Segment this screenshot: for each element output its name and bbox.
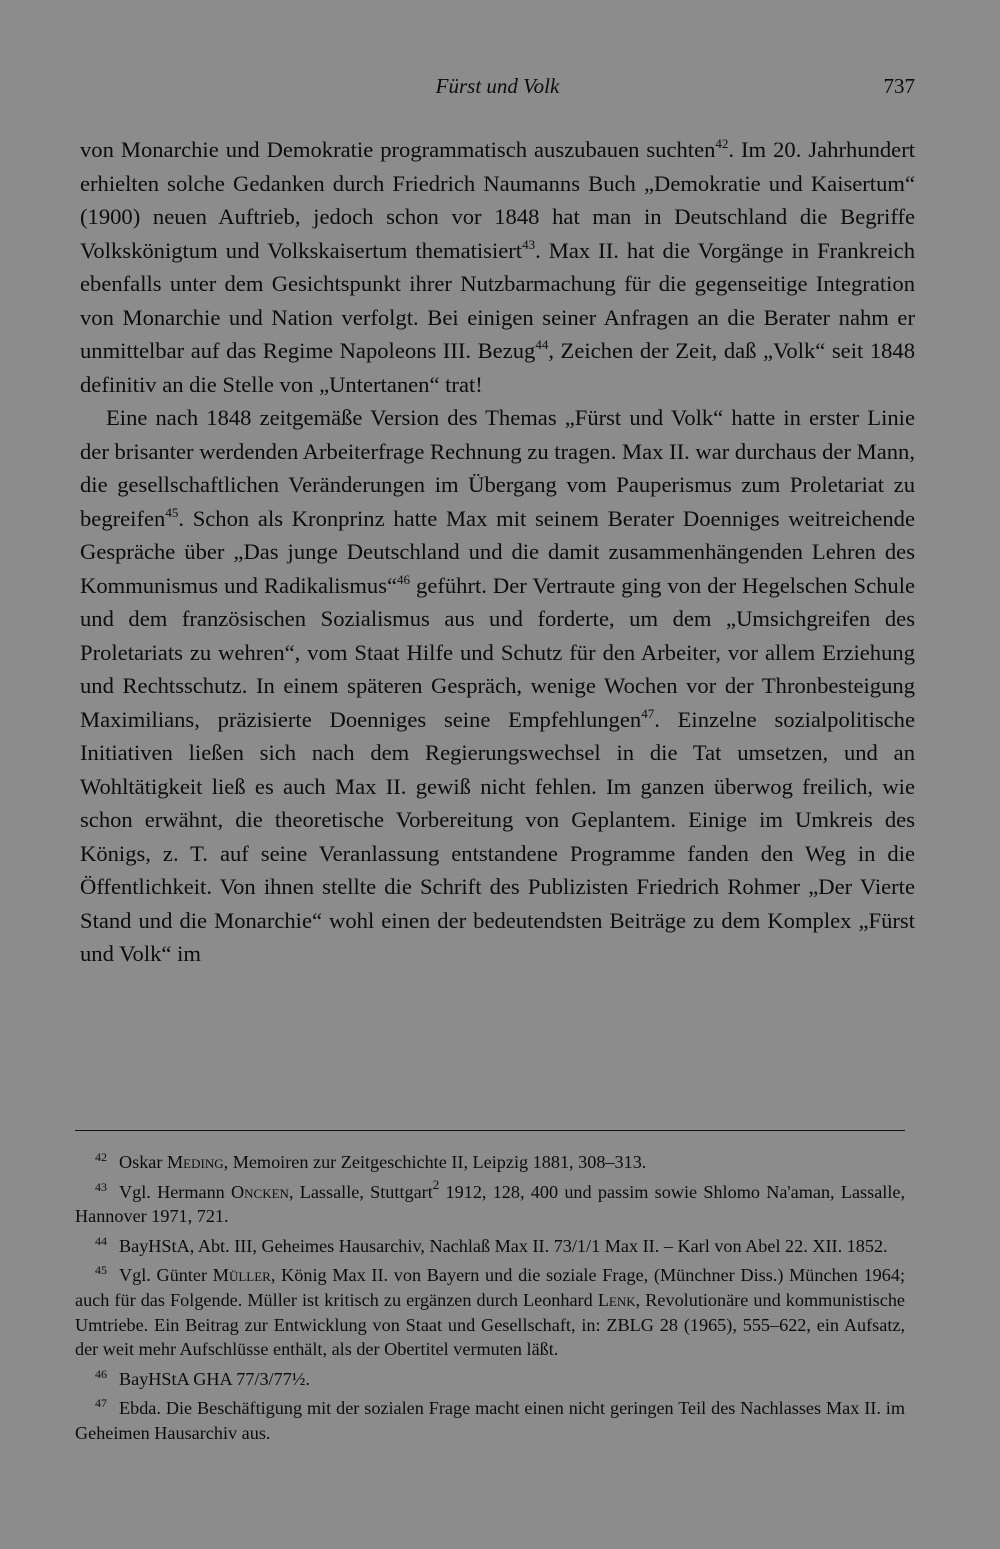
- footnote-ref[interactable]: 43: [522, 236, 536, 252]
- footnote-text: BayHStA GHA 77/3/77½.: [119, 1368, 310, 1389]
- footnote-text: Ebda. Die Beschäftigung mit der sozialen Frage macht einen nicht geringen Teil des Nachlasses Max II. im Geheimen Hausarchiv aus.: [75, 1398, 905, 1443]
- paragraph-text: von Monarchie und Demokratie programmatisch auszubauen suchten: [80, 137, 716, 162]
- footnote-ref[interactable]: 44: [535, 337, 549, 352]
- footnotes: [75, 1145, 905, 1446]
- footnote-text: BayHStA, Abt. III, Geheimes Hausarchiv, Nachlaß Max II. 73/1/1 Max II. – Karl von Abel 22. XII. 1852.: [119, 1235, 888, 1256]
- footnote-ref[interactable]: 47: [641, 705, 655, 721]
- footnote-text: Oskar: [119, 1152, 167, 1172]
- footnote-number: 46: [95, 1366, 107, 1381]
- footnote-47: [75, 1391, 905, 1445]
- footnote-text: , König Max II. von Bayern und die soziale Frage, (Münchner Diss.) München 1964; auch für das Folgende. Müller ist kritisch zu ergänzen durch Leonhard: [75, 1265, 905, 1310]
- footnote-43: [75, 1175, 905, 1229]
- paragraph-text: . Max II. hat die Vorgänge in Frankreich ebenfalls unter dem Gesichtspunkt ihrer Nutzbarmachung für die gegenseitige Integration von Monarchie und Nation verfolgt. Bei einigen seiner Anfragen an die Berater nahm er unmittelbar auf das Regime Napoleons III. Bezug: [80, 237, 915, 363]
- footnote-number: 47: [95, 1396, 107, 1411]
- footnote-text: , Memoiren zur Zeitgeschichte II, Leipzig 1881, 308–313.: [223, 1152, 647, 1172]
- author-name: Müller: [212, 1265, 271, 1286]
- footnote-number: 43: [95, 1179, 107, 1194]
- paragraph-1: [80, 133, 915, 401]
- edition-superscript: 2: [432, 1176, 440, 1192]
- footnote-divider: [75, 1130, 905, 1131]
- footnote-ref[interactable]: 42: [715, 136, 729, 151]
- footnote-number: 42: [95, 1150, 107, 1164]
- running-head-title: Fürst und Volk: [435, 74, 560, 98]
- footnote-number: 44: [95, 1233, 107, 1248]
- footnote-ref[interactable]: 45: [165, 504, 179, 520]
- paragraph-2: [80, 401, 915, 971]
- footnote-text: , Revolutionäre und kommunistische Umtriebe. Ein Beitrag zur Entwicklung von Staat und Gesellschaft, in: ZBLG 28 (1965), 555–622, ein Aufsatz, der weit mehr Aufschlüsse enthält, als der Obertitel vermuten läßt.: [75, 1289, 905, 1360]
- paragraph-text: . Schon als Kronprinz hatte Max mit seinem Berater Doenniges weitreichende Gespräche über „Das junge Deutschland und die damit zusammenhängenden Lehren des Kommunismus und Radikalismus“: [80, 505, 915, 598]
- author-name: Lenk: [597, 1289, 636, 1310]
- footnote-number: 45: [95, 1263, 107, 1278]
- author-name: Meding: [166, 1152, 224, 1172]
- paragraph-text: geführt. Der Vertraute ging von der Hegelschen Schule und dem französischen Sozialismus aus und forderte, um dem „Umsichgreifen des Proletariats zu wehren“, vom Staat Hilfe und Schutz für den Arbeiter, vor allem Erziehung und Rechtsschutz. In einem späteren Gespräch, wenige Wochen vor der Thronbesteigung Maximilians, präzisierte Doenniges seine Empfehlungen: [80, 572, 915, 732]
- paragraph-text: Eine nach 1848 zeitgemäße Version des Themas „Fürst und Volk“ hatte in erster Linie der brisanter werdenden Arbeiterfrage Rechnung zu tragen. Max II. war durchaus der Mann, die gesellschaftlichen Veränderungen im Übergang vom Pauperismus zum Proletariat zu begreifen: [80, 405, 915, 531]
- footnote-42: [75, 1145, 905, 1175]
- footnote-text: 1912, 128, 400 und passim sowie Shlomo Na'aman, Lassalle, Hannover 1971, 721.: [75, 1181, 905, 1227]
- footnote-text: , Lassalle, Stuttgart: [288, 1181, 433, 1202]
- author-name: Oncken: [231, 1181, 289, 1202]
- paragraph-text: . Einzelne sozialpolitische Initiativen ließen sich nach dem Regierungswechsel in die Tat umsetzen, und an Wohltätigkeit ließ es auch Max II. gewiß nicht fehlen. Im ganzen überwog freilich, wie schon erwähnt, die theoretische Vorbereitung von Geplantem. Einige im Umkreis des Königs, z. T. auf seine Veranlassung entstandene Programme fanden den Weg in die Öffentlichkeit. Von ihnen stellte die Schrift des Publizisten Friedrich Rohmer „Der Vierte Stand und die Monarchie“ wohl einen der bedeutendsten Beiträge zu dem Komplex „Fürst und Volk“ im: [80, 706, 916, 966]
- footnote-text: Vgl. Hermann: [119, 1181, 232, 1202]
- paragraph-text: , Zeichen der Zeit, daß „Volk“ seit 1848 definitiv an die Stelle von „Untertanen“ trat!: [80, 338, 916, 397]
- running-head: [80, 70, 915, 102]
- footnote-46: [75, 1362, 905, 1392]
- footnote-44: [75, 1229, 905, 1259]
- page-number: 737: [883, 74, 915, 98]
- main-text: [80, 133, 915, 971]
- footnote-ref[interactable]: 46: [397, 571, 411, 587]
- footnote-45: [75, 1258, 905, 1361]
- paragraph-text: . Im 20. Jahrhundert erhielten solche Gedanken durch Friedrich Naumanns Buch „Demokratie und Kaisertum“ (1900) neuen Auftrieb, jedoch schon vor 1848 hat man in Deutschland die Begriffe Volkskönigtum und Volkskaisertum thematisiert: [80, 137, 915, 263]
- footnote-text: Vgl. Günter: [119, 1265, 213, 1286]
